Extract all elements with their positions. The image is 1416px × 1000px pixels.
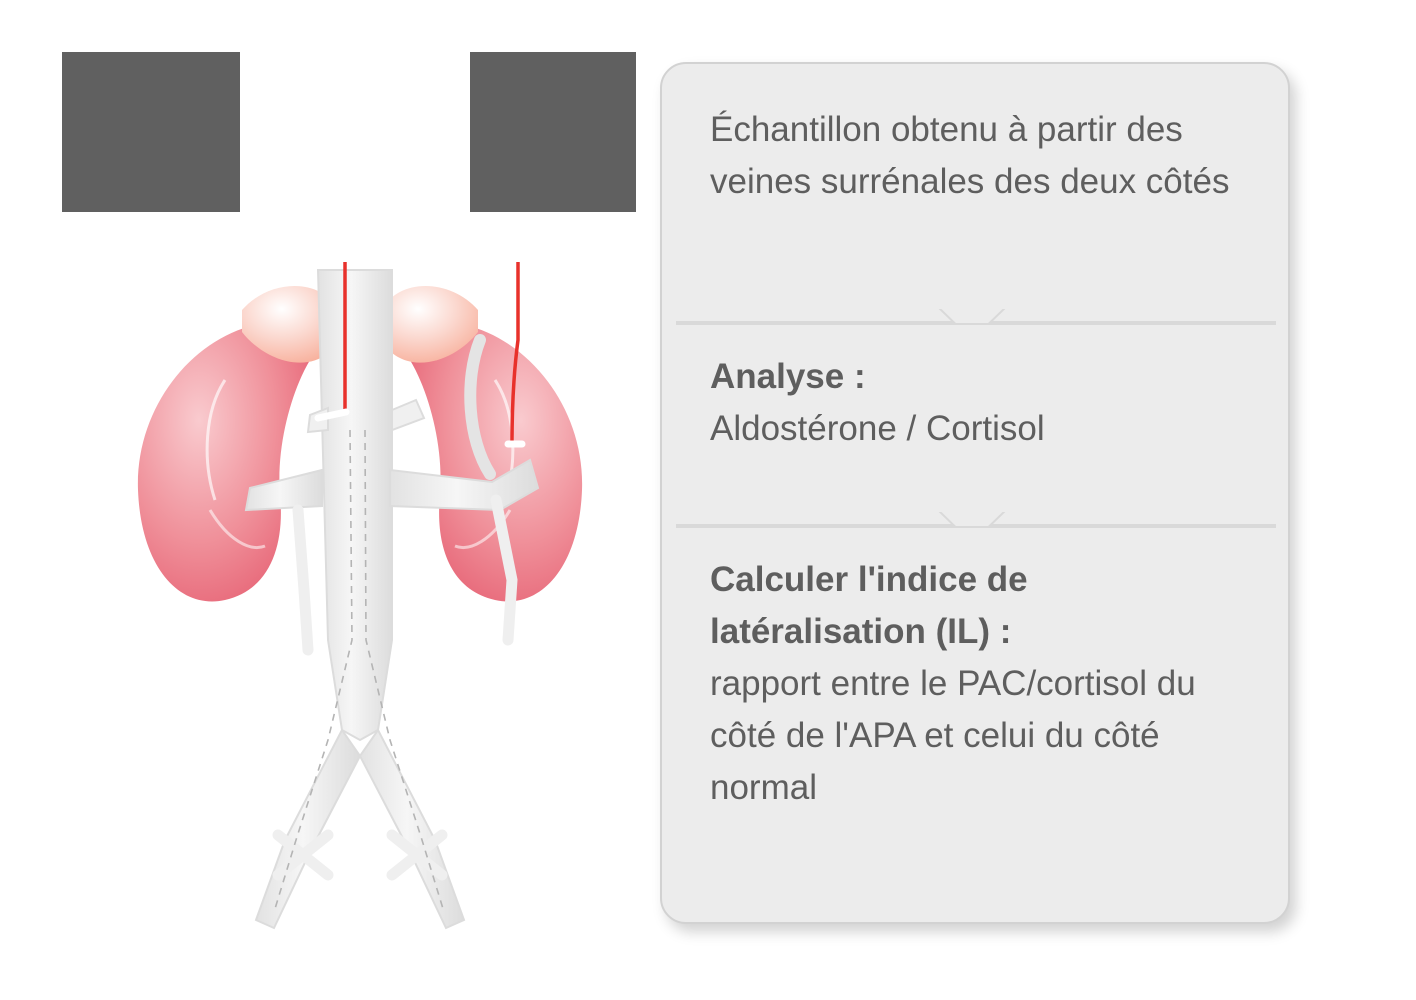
redaction-block-left [62, 52, 240, 212]
card-sampling [676, 78, 1276, 323]
card-analysis-heading: Analyse : [710, 357, 866, 396]
card-sampling-text: Échantillon obtenu à partir des veines surrénales des deux côtés [710, 110, 1230, 201]
redaction-block-right [470, 52, 636, 212]
card-analysis-text: Aldostérone / Cortisol [710, 409, 1045, 448]
card-analysis [676, 323, 1276, 526]
kidney-left-graphic [407, 323, 582, 601]
kidney-right-graphic [138, 323, 313, 601]
steps-panel [660, 62, 1290, 924]
card-lateralization [676, 526, 1276, 910]
card-lateralization-heading: Calculer l'indice de latéralisation (IL) : [710, 560, 1028, 651]
card-lateralization-text: rapport entre le PAC/cortisol du côté de l'APA et celui du côté normal [710, 664, 1196, 807]
